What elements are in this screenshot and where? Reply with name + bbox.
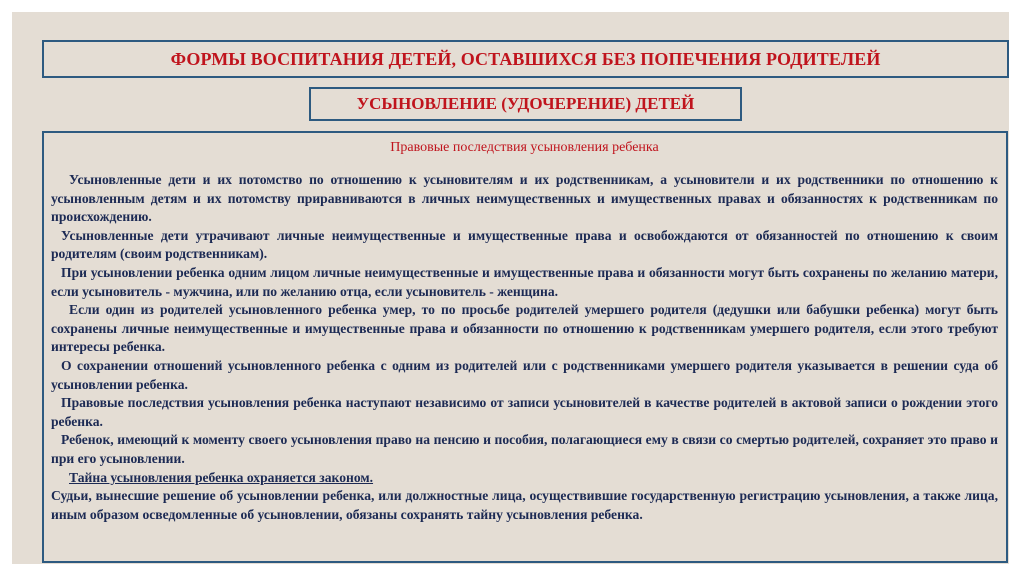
- content-box: [42, 131, 1008, 563]
- page-title: ФОРМЫ ВОСПИТАНИЯ ДЕТЕЙ, ОСТАВШИХСЯ БЕЗ ПОПЕЧЕНИЯ РОДИТЕЛЕЙ: [170, 48, 881, 69]
- content-heading: Правовые последствия усыновления ребенка: [390, 140, 659, 155]
- paragraph-1: Усыновленные дети и их потомство по отношению к усыновителям и их родственникам, а усыновители и их родственники по отношению к усыновленным детям и их потомству приравниваются в личных неимущественных и имущественных правах и обязанностях к родственникам по происхождению.: [51, 172, 998, 225]
- paragraph-2: Усыновленные дети утрачивают личные неимущественные и имущественные права и освобождаются от обязанностей по отношению к своим родителям (своим родственникам).: [51, 227, 998, 262]
- paragraph-4: Если один из родителей усыновленного ребенка умер, то по просьбе родителей умершего родителя (дедушки или бабушки ребенка) могут быть сохранены личные неимущественные и имущественные права и обязанности по отношению к родственникам умершего родителя, если этого требуют интересы ребенка.: [51, 302, 998, 355]
- paragraph-5: О сохранении отношений усыновленного ребенка с одним из родителей или с родственниками умершего родителя указывается в решении суда об усыновлении ребенка.: [51, 357, 998, 392]
- slide: [12, 12, 1009, 564]
- paragraph-6: Правовые последствия усыновления ребенка наступают независимо от записи усыновителей в качестве родителей в актовой записи о рождении этого ребенка.: [51, 395, 998, 429]
- page-subtitle: УСЫНОВЛЕНИЕ (УДОЧЕРЕНИЕ) ДЕТЕЙ: [356, 94, 695, 113]
- title-box: [42, 40, 1009, 78]
- paragraph-7: Ребенок, имеющий к моменту своего усыновления право на пенсию и пособия, полагающиеся ему в связи со смертью родителей, сохраняет это право и при его усыновлении.: [51, 432, 998, 466]
- paragraph-9: Судьи, вынесшие решение об усыновлении ребенка, или должностные лица, осуществившие государственную регистрацию усыновления, а также лица, иным образом осведомленные об усыновлении, обязаны сохранять тайну усыновления ребенка.: [51, 488, 998, 522]
- paragraph-8: Тайна усыновления ребенка охраняется законом.: [69, 469, 374, 485]
- subtitle-box: [309, 87, 742, 121]
- paragraph-3: При усыновлении ребенка одним лицом личные неимущественные и имущественные права и обязанности могут быть сохранены по желанию матери, если усыновитель - мужчина, или по желанию отца, если усыновитель - женщина.: [51, 264, 998, 299]
